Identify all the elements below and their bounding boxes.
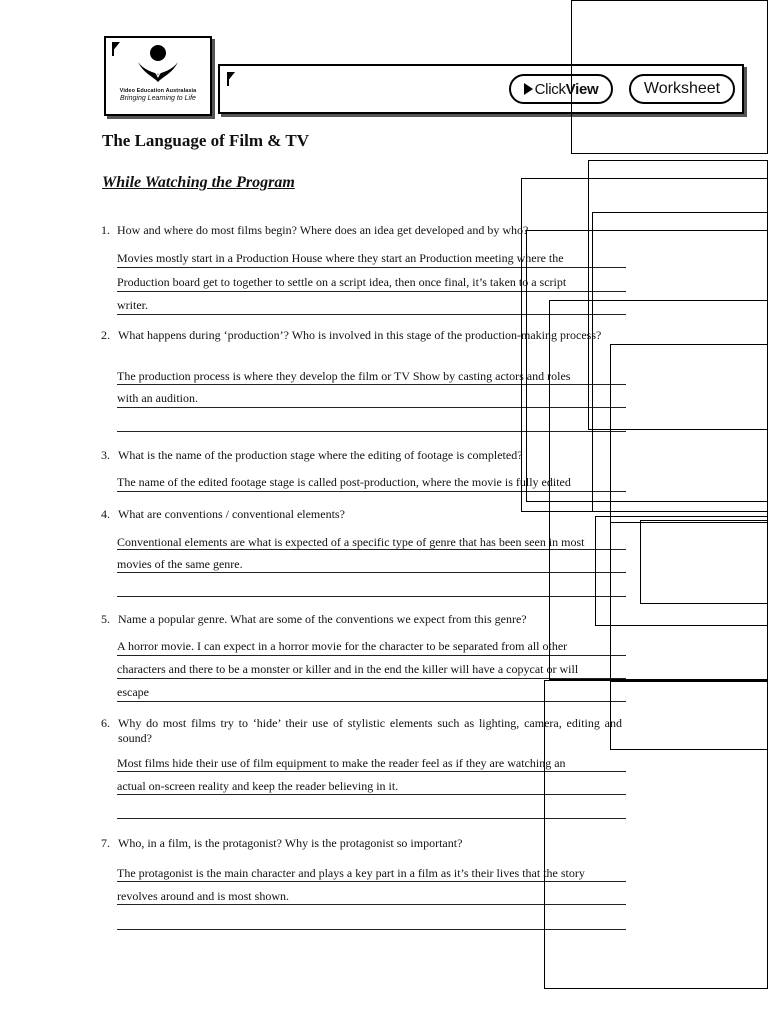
answer-line[interactable]: with an audition. bbox=[117, 391, 198, 405]
answer-rule bbox=[117, 655, 626, 656]
question-number: 1. bbox=[101, 223, 110, 237]
answer-line[interactable]: movies of the same genre. bbox=[117, 557, 243, 571]
clickview-badge bbox=[509, 74, 613, 104]
section-title: While Watching the Program bbox=[102, 174, 295, 191]
clickview-bold: View bbox=[565, 80, 599, 98]
answer-rule bbox=[117, 314, 626, 315]
question-text: Why do most films try to ‘hide’ their use of stylistic elements such as lighting, camera, editing and sound? bbox=[118, 716, 622, 745]
document-title: The Language of Film & TV bbox=[102, 131, 310, 150]
answer-line[interactable]: Movies mostly start in a Production House where they start an Production meeting where the bbox=[117, 251, 564, 265]
answer-rule bbox=[117, 794, 626, 795]
worksheet-badge: Worksheet bbox=[629, 74, 735, 104]
question-text: What is the name of the production stage where the editing of footage is completed? bbox=[118, 448, 523, 462]
overlay-frame bbox=[610, 344, 768, 750]
answer-line[interactable]: The protagonist is the main character and plays a key part in a film as it’s their lives that the story bbox=[117, 866, 585, 880]
question-number: 6. bbox=[101, 716, 110, 730]
answer-rule bbox=[117, 267, 626, 268]
play-icon bbox=[524, 83, 533, 95]
answer-line[interactable]: escape bbox=[117, 685, 149, 699]
question-number: 4. bbox=[101, 507, 110, 521]
answer-rule bbox=[117, 384, 626, 385]
question-text: What are conventions / conventional elements? bbox=[118, 507, 345, 521]
answer-rule bbox=[117, 596, 626, 597]
answer-line[interactable]: writer. bbox=[117, 298, 148, 312]
publisher-logo bbox=[104, 36, 212, 116]
answer-rule bbox=[117, 431, 626, 432]
logo-tagline: Bringing Learning to Life bbox=[120, 95, 196, 102]
answer-rule bbox=[117, 771, 626, 772]
answer-line[interactable]: The production process is where they develop the film or TV Show by casting actors and roles bbox=[117, 369, 571, 383]
answer-rule bbox=[117, 572, 626, 573]
question-number: 3. bbox=[101, 448, 110, 462]
answer-rule bbox=[117, 678, 626, 679]
answer-rule bbox=[117, 549, 626, 550]
question-text: Name a popular genre. What are some of the conventions we expect from this genre? bbox=[118, 612, 527, 626]
answer-line[interactable]: Most films hide their use of film equipment to make the reader feel as if they are watching an bbox=[117, 756, 566, 770]
overlay-frame bbox=[640, 520, 768, 604]
corner-bracket-icon bbox=[112, 42, 120, 52]
answer-line[interactable]: A horror movie. I can expect in a horror movie for the character to be separated from all other bbox=[117, 639, 568, 653]
overlay-frame bbox=[588, 160, 768, 430]
answer-line[interactable]: Conventional elements are what is expected of a specific type of genre that has been seen in most bbox=[117, 535, 585, 549]
answer-rule bbox=[117, 701, 626, 702]
answer-line[interactable]: Production board get to together to settle on a script idea, then once final, it’s taken to a script bbox=[117, 275, 567, 289]
logo-org-name: Video Education Australasia bbox=[119, 88, 197, 94]
answer-rule bbox=[117, 818, 626, 819]
corner-bracket-icon bbox=[227, 72, 235, 82]
answer-rule bbox=[117, 904, 626, 905]
question-text: What happens during ‘production’? Who is involved in this stage of the production-making process? bbox=[118, 328, 602, 342]
overlay-frame bbox=[610, 522, 768, 682]
answer-line[interactable]: revolves around and is most shown. bbox=[117, 889, 289, 903]
question-number: 2. bbox=[101, 328, 110, 342]
answer-line[interactable]: actual on-screen reality and keep the reader believing in it. bbox=[117, 779, 399, 793]
clickview-prefix: Click bbox=[534, 80, 566, 98]
answer-line[interactable]: The name of the edited footage stage is called post-production, where the movie is fully edited bbox=[117, 475, 571, 489]
answer-rule bbox=[117, 491, 626, 492]
answer-rule bbox=[117, 929, 626, 930]
question-number: 7. bbox=[101, 836, 110, 850]
question-number: 5. bbox=[101, 612, 110, 626]
overlay-frame bbox=[595, 516, 768, 626]
answer-rule bbox=[117, 291, 626, 292]
question-text: Who, in a film, is the protagonist? Why is the protagonist so important? bbox=[118, 836, 463, 850]
header-banner bbox=[218, 64, 744, 114]
answer-rule bbox=[117, 881, 626, 882]
answer-line[interactable]: characters and there to be a monster or killer and in the end the killer will have a copycat or will bbox=[117, 662, 579, 676]
question-text: How and where do most films begin? Where does an idea get developed and by who? bbox=[117, 223, 529, 237]
figure-emblem-icon bbox=[136, 44, 180, 84]
answer-rule bbox=[117, 407, 626, 408]
